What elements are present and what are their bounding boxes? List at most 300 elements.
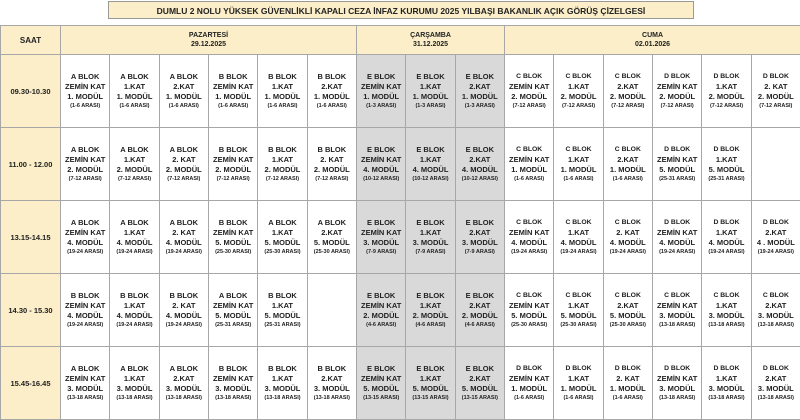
table-row [1,128,800,201]
range-label: (7-9 ARASI) [456,248,504,257]
range-label: (13-18 ARASI) [702,321,750,330]
module-label: 5. MODÜL [653,165,701,175]
block-label: B BLOK [258,145,306,155]
range-label: (1-6 ARASI) [505,394,553,403]
floor-label: 1.KAT [406,374,454,384]
range-label: (13-18 ARASI) [308,394,356,403]
floor-label: 1.KAT [258,374,306,384]
schedule-cell [258,347,307,420]
range-label: (4-6 ARASI) [357,321,405,330]
block-label: D BLOK [752,218,800,228]
schedule-cell [505,128,554,201]
block-label: E BLOK [406,291,454,301]
block-label: D BLOK [653,72,701,82]
range-label: (13-18 ARASI) [752,394,800,403]
floor-label: 2.KAT [308,374,356,384]
page-title: DUMLU 2 NOLU YÜKSEK GÜVENLİKLİ KAPALI CEZA İNFAZ KURUMU 2025 YILBAŞI BAKANLIK AÇIK GÖRÜŞ ÇİZELGESİ [108,1,694,19]
range-label: (19-24 ARASI) [604,248,652,257]
floor-label: 2. KAT [604,228,652,238]
module-label: 4. MODÜL [505,238,553,248]
block-label: D BLOK [702,218,750,228]
module-label: 3. MODÜL [308,384,356,394]
schedule-cell [554,274,603,347]
floor-label: 2.KAT [160,82,208,92]
module-label: 2. MODÜL [61,165,109,175]
floor-label: 2. KAT [604,374,652,384]
schedule-cell [357,55,406,128]
floor-label: ZEMİN KAT [61,374,109,384]
module-label: 3. MODÜL [258,384,306,394]
floor-label: 2. KAT [752,82,800,92]
module-label: 4. MODÜL [61,311,109,321]
block-label: D BLOK [702,145,750,155]
module-label: 3. MODÜL [357,238,405,248]
schedule-cell [61,274,110,347]
day-name: ÇARŞAMBA [410,32,451,39]
schedule-cell [110,274,159,347]
module-label: 5. MODÜL [308,238,356,248]
block-label: C BLOK [505,291,553,301]
block-label: A BLOK [308,218,356,228]
module-label: 1. MODÜL [61,92,109,102]
block-label: A BLOK [258,218,306,228]
floor-label: ZEMİN KAT [653,82,701,92]
day-header-friday [505,26,800,55]
module-label: 3. MODÜL [752,384,800,394]
module-label: 4. MODÜL [406,165,454,175]
day-header-wednesday [357,26,505,55]
schedule-cell [406,347,455,420]
module-label: 2. MODÜL [653,92,701,102]
range-label: (13-15 ARASI) [456,394,504,403]
floor-label: ZEMİN KAT [505,374,553,384]
range-label: (10-12 ARASI) [456,175,504,184]
schedule-cell [603,201,652,274]
block-label: A BLOK [110,364,158,374]
floor-label: 1.KAT [406,82,454,92]
time-slot: 14.30 - 15.30 [1,274,61,347]
block-label: E BLOK [357,364,405,374]
floor-label: ZEMİN KAT [653,155,701,165]
module-label: 1. MODÜL [406,92,454,102]
block-label: E BLOK [456,364,504,374]
module-label: 4. MODÜL [160,311,208,321]
range-label: (13-18 ARASI) [653,321,701,330]
floor-label: 1.KAT [258,228,306,238]
floor-label: ZEMİN KAT [357,374,405,384]
range-label: (7-12 ARASI) [61,175,109,184]
block-label: D BLOK [752,364,800,374]
module-label: 3. MODÜL [653,311,701,321]
module-label: 5. MODÜL [209,238,257,248]
day-date: 29.12.2025 [191,41,226,48]
range-label: (25-30 ARASI) [209,248,257,257]
range-label: (7-12 ARASI) [110,175,158,184]
floor-label: 2.KAT [752,374,800,384]
module-label: 5. MODÜL [604,311,652,321]
schedule-cell [159,128,208,201]
range-label: (13-15 ARASI) [357,394,405,403]
floor-label: 2. KAT [308,155,356,165]
floor-label: 2. KAT [160,301,208,311]
range-label: (19-24 ARASI) [160,321,208,330]
schedule-cell [258,128,307,201]
module-label: 3. MODÜL [456,238,504,248]
range-label: (1-6 ARASI) [308,102,356,111]
range-label: (25-30 ARASI) [554,321,602,330]
floor-label: 2.KAT [752,301,800,311]
module-label: 3. MODÜL [160,384,208,394]
schedule-cell [357,201,406,274]
range-label: (1-3 ARASI) [357,102,405,111]
block-label: B BLOK [209,145,257,155]
range-label: (19-24 ARASI) [554,248,602,257]
floor-label: ZEMİN KAT [653,301,701,311]
module-label: 4. MODÜL [61,238,109,248]
schedule-cell [159,347,208,420]
floor-label: 1.KAT [554,228,602,238]
schedule-cell [554,347,603,420]
schedule-cell [455,55,504,128]
schedule-cell [505,201,554,274]
range-label: (13-18 ARASI) [752,321,800,330]
module-label: 4. MODÜL [653,238,701,248]
module-label: 2. MODÜL [160,165,208,175]
floor-label: 2.KAT [604,155,652,165]
schedule-cell [61,128,110,201]
module-label: 1. MODÜL [160,92,208,102]
range-label: (1-6 ARASI) [258,102,306,111]
module-label: 2. MODÜL [604,92,652,102]
block-label: C BLOK [752,291,800,301]
day-name: PAZARTESİ [189,32,228,39]
schedule-cell [110,55,159,128]
floor-label: ZEMİN KAT [653,228,701,238]
floor-label: ZEMİN KAT [505,82,553,92]
module-label: 2. MODÜL [110,165,158,175]
module-label: 4 . MODÜL [752,238,800,248]
block-label: C BLOK [554,72,602,82]
block-label: D BLOK [554,364,602,374]
schedule-cell [159,274,208,347]
table-row [1,201,800,274]
floor-label: ZEMİN KAT [357,82,405,92]
table-row [1,55,800,128]
range-label: (25-31 ARASI) [209,321,257,330]
schedule-cell [258,274,307,347]
table-row [1,347,800,420]
block-label: E BLOK [406,364,454,374]
range-label: (1-6 ARASI) [505,175,553,184]
range-label: (19-24 ARASI) [752,248,800,257]
block-label: A BLOK [61,72,109,82]
module-label: 2. MODÜL [554,92,602,102]
saat-header: SAAT [1,26,61,55]
floor-label: 1.KAT [406,155,454,165]
day-header-monday [61,26,357,55]
floor-label: ZEMİN KAT [209,301,257,311]
range-label: (10-12 ARASI) [406,175,454,184]
floor-label: 1.KAT [258,155,306,165]
range-label: (7-12 ARASI) [209,175,257,184]
schedule-cell [357,274,406,347]
floor-label: 2. KAT [160,228,208,238]
range-label: (13-18 ARASI) [209,394,257,403]
block-label: E BLOK [357,72,405,82]
block-label: C BLOK [554,291,602,301]
module-label: 4. MODÜL [604,238,652,248]
floor-label: ZEMİN KAT [209,228,257,238]
floor-label: 1.KAT [406,228,454,238]
range-label: (1-6 ARASI) [604,394,652,403]
module-label: 5. MODÜL [554,311,602,321]
module-label: 5. MODÜL [456,384,504,394]
block-label: A BLOK [160,145,208,155]
range-label: (1-3 ARASI) [406,102,454,111]
schedule-cell [208,201,257,274]
module-label: 4. MODÜL [702,238,750,248]
range-label: (7-12 ARASI) [160,175,208,184]
range-label: (1-3 ARASI) [456,102,504,111]
schedule-cell [702,201,751,274]
schedule-cell [307,201,356,274]
range-label: (4-6 ARASI) [406,321,454,330]
header-row [1,26,800,55]
range-label: (13-18 ARASI) [61,394,109,403]
module-label: 2. MODÜL [752,92,800,102]
range-label: (19-24 ARASI) [160,248,208,257]
floor-label: ZEMİN KAT [357,228,405,238]
range-label: (13-15 ARASI) [406,394,454,403]
module-label: 2. MODÜL [406,311,454,321]
schedule-cell [751,274,800,347]
day-name: CUMA [642,32,663,39]
schedule-cell [702,128,751,201]
schedule-cell [208,128,257,201]
range-label: (1-6 ARASI) [209,102,257,111]
table-row [1,274,800,347]
module-label: 1. MODÜL [308,92,356,102]
module-label: 3. MODÜL [209,384,257,394]
floor-label: 1.KAT [110,228,158,238]
schedule-cell [455,347,504,420]
module-label: 3. MODÜL [653,384,701,394]
range-label: (7-9 ARASI) [406,248,454,257]
block-label: C BLOK [604,145,652,155]
floor-label: 2.KAT [160,374,208,384]
block-label: E BLOK [406,72,454,82]
floor-label: 1.KAT [110,155,158,165]
floor-label: 2. KAT [160,155,208,165]
range-label: (1-6 ARASI) [160,102,208,111]
floor-label: 1.KAT [258,301,306,311]
block-label: D BLOK [653,364,701,374]
module-label: 3. MODÜL [702,311,750,321]
block-label: B BLOK [308,364,356,374]
block-label: D BLOK [604,364,652,374]
module-label: 2. MODÜL [357,311,405,321]
floor-label: ZEMİN KAT [61,82,109,92]
floor-label: 1.KAT [258,82,306,92]
schedule-body [1,55,800,420]
schedule-cell [554,55,603,128]
block-label: A BLOK [110,218,158,228]
schedule-cell [751,55,800,128]
schedule-cell [307,347,356,420]
time-slot: 11.00 - 12.00 [1,128,61,201]
schedule-cell [208,347,257,420]
schedule-cell [258,55,307,128]
floor-label: 1.KAT [702,228,750,238]
range-label: (19-24 ARASI) [505,248,553,257]
module-label: 5. MODÜL [209,311,257,321]
block-label: B BLOK [258,72,306,82]
range-label: (13-18 ARASI) [258,394,306,403]
schedule-cell [603,274,652,347]
range-label: (7-12 ARASI) [604,102,652,111]
block-label: B BLOK [258,364,306,374]
module-label: 2. MODÜL [209,165,257,175]
schedule-cell [505,274,554,347]
floor-label: ZEMİN KAT [61,301,109,311]
block-label: C BLOK [505,218,553,228]
block-label: B BLOK [209,72,257,82]
block-label: A BLOK [110,72,158,82]
floor-label: ZEMİN KAT [209,82,257,92]
module-label: 2. MODÜL [258,165,306,175]
module-label: 2. MODÜL [456,311,504,321]
block-label: B BLOK [258,291,306,301]
block-label: A BLOK [160,72,208,82]
range-label: (7-12 ARASI) [752,102,800,111]
module-label: 5. MODÜL [357,384,405,394]
module-label: 4. MODÜL [357,165,405,175]
range-label: (1-6 ARASI) [554,175,602,184]
range-label: (25-31 ARASI) [702,175,750,184]
schedule-cell [159,55,208,128]
range-label: (1-6 ARASI) [110,102,158,111]
block-label: B BLOK [308,72,356,82]
floor-label: 1.KAT [406,301,454,311]
floor-label: ZEMİN KAT [505,155,553,165]
schedule-cell [554,128,603,201]
module-label: 1. MODÜL [554,384,602,394]
floor-label: 1.KAT [110,374,158,384]
module-label: 3. MODÜL [702,384,750,394]
block-label: E BLOK [357,291,405,301]
block-label: E BLOK [456,291,504,301]
time-slot: 09.30-10.30 [1,55,61,128]
block-label: E BLOK [357,145,405,155]
block-label: D BLOK [653,218,701,228]
block-label: A BLOK [110,145,158,155]
floor-label: 2.KAT [456,155,504,165]
range-label: (7-12 ARASI) [702,102,750,111]
module-label: 5. MODÜL [505,311,553,321]
module-label: 1. MODÜL [456,92,504,102]
schedule-table [0,25,800,420]
module-label: 1. MODÜL [258,92,306,102]
block-label: C BLOK [554,145,602,155]
floor-label: 2.KAT [456,301,504,311]
module-label: 2. MODÜL [702,92,750,102]
block-label: C BLOK [604,291,652,301]
floor-label: 1.KAT [554,155,602,165]
block-label: C BLOK [505,72,553,82]
block-label: C BLOK [604,72,652,82]
module-label: 5. MODÜL [258,311,306,321]
floor-label: ZEMİN KAT [357,155,405,165]
block-label: A BLOK [160,218,208,228]
module-label: 3. MODÜL [752,311,800,321]
range-label: (25-31 ARASI) [258,321,306,330]
schedule-cell [307,55,356,128]
block-label: A BLOK [61,364,109,374]
floor-label: ZEMİN KAT [505,228,553,238]
range-label: (1-6 ARASI) [604,175,652,184]
block-label: E BLOK [357,218,405,228]
range-label: (25-30 ARASI) [604,321,652,330]
schedule-cell [406,128,455,201]
schedule-cell [751,201,800,274]
block-label: E BLOK [456,72,504,82]
floor-label: 1.KAT [554,301,602,311]
floor-label: ZEMİN KAT [61,155,109,165]
range-label: (13-18 ARASI) [110,394,158,403]
schedule-cell [702,347,751,420]
range-label: (7-12 ARASI) [308,175,356,184]
range-label: (7-12 ARASI) [554,102,602,111]
schedule-cell [603,347,652,420]
block-label: B BLOK [160,291,208,301]
range-label: (4-6 ARASI) [456,321,504,330]
block-label: E BLOK [456,145,504,155]
floor-label: 1.KAT [702,155,750,165]
schedule-cell [653,347,702,420]
block-label: C BLOK [702,291,750,301]
block-label: B BLOK [61,291,109,301]
block-label: E BLOK [406,218,454,228]
schedule-cell [110,128,159,201]
range-label: (10-12 ARASI) [357,175,405,184]
module-label: 5. MODÜL [702,165,750,175]
schedule-cell [357,128,406,201]
module-label: 4. MODÜL [110,238,158,248]
schedule-cell [307,128,356,201]
floor-label: 2.KAT [456,374,504,384]
floor-label: 2.KAT [752,228,800,238]
block-label: B BLOK [209,218,257,228]
floor-label: ZEMİN KAT [61,228,109,238]
range-label: (7-9 ARASI) [357,248,405,257]
block-label: A BLOK [160,364,208,374]
range-label: (1-6 ARASI) [61,102,109,111]
time-slot: 15.45-16.45 [1,347,61,420]
day-date: 31.12.2025 [413,41,448,48]
schedule-cell [208,55,257,128]
range-label: (25-30 ARASI) [258,248,306,257]
range-label: (7-12 ARASI) [258,175,306,184]
block-label: A BLOK [209,291,257,301]
floor-label: 1.KAT [110,82,158,92]
schedule-cell [455,128,504,201]
range-label: (13-18 ARASI) [702,394,750,403]
module-label: 4. MODÜL [554,238,602,248]
block-label: B BLOK [308,145,356,155]
schedule-cell [603,55,652,128]
schedule-cell [603,128,652,201]
floor-label: 1.KAT [702,374,750,384]
